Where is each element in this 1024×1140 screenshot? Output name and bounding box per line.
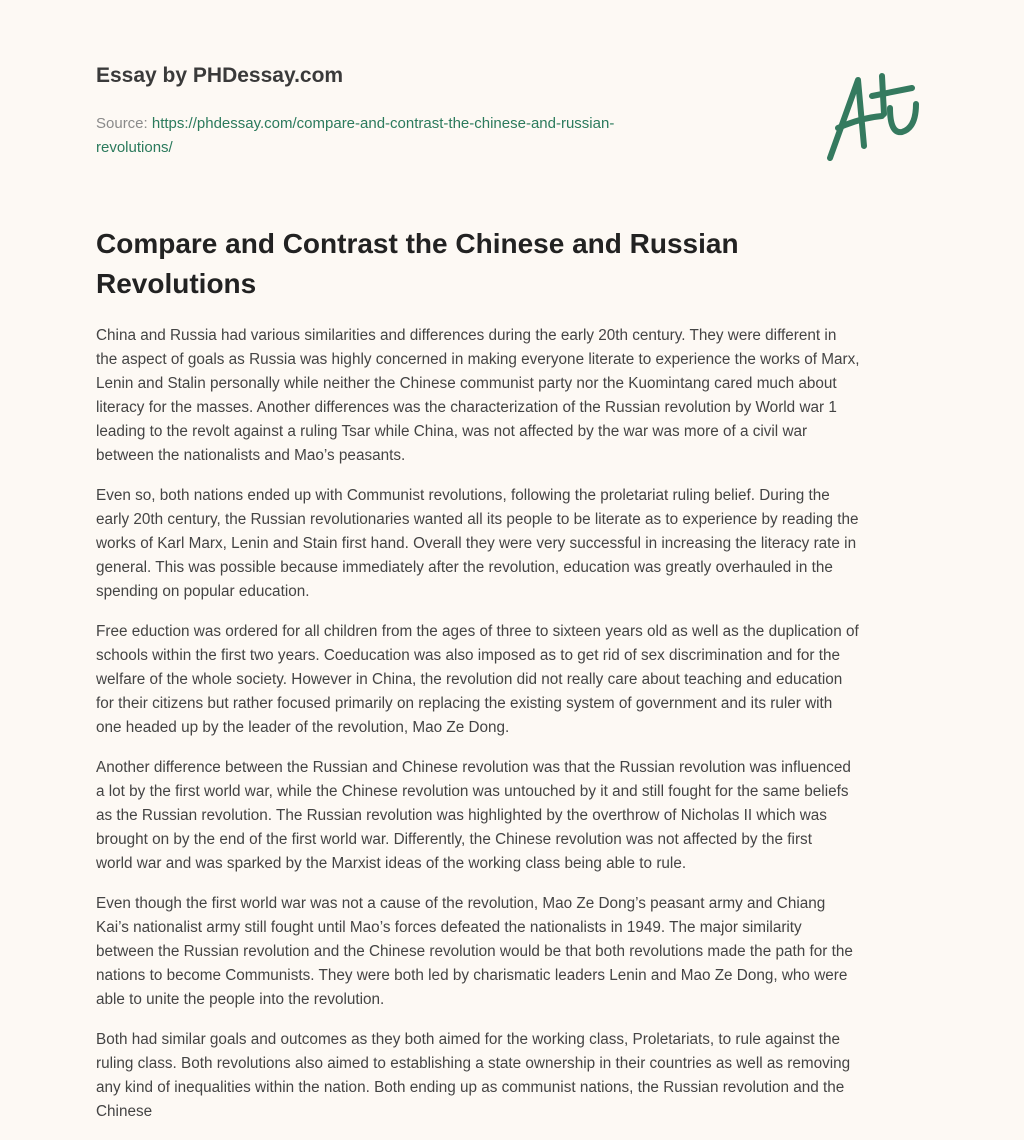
paragraph-line: general. This was possible because immediately after the revolution, education was greatly overhauled in the (96, 559, 833, 576)
essay-paragraph (96, 620, 936, 740)
paragraph-line: world war and was sparked by the Marxist ideas of the working class being able to rule. (96, 855, 687, 872)
paragraph-line: leading to the revolt against a ruling Tsar while China, was not affected by the war was more of a civil war (96, 423, 808, 440)
paragraph-line: any kind of inequalities within the nation. Both ending up as communist nations, the Russian revolution and the (96, 1079, 845, 1096)
paragraph-line: able to unite the people into the revolution. (96, 991, 385, 1008)
paragraph-line: schools within the first two years. Coeducation was also imposed as to get rid of sex discrimination and for the (96, 647, 840, 664)
paragraph-line: Even though the first world war was not a cause of the revolution, Mao Ze Dong’s peasant army and Chiang (96, 895, 826, 912)
paragraph-line: Kai’s nationalist army still fought until Mao’s forces defeated the nationalists in 1949. The major similarity (96, 919, 802, 936)
paragraph-line: between the nationalists and Mao’s peasants. (96, 447, 406, 464)
paragraph-line: Free eduction was ordered for all children from the ages of three to sixteen years old as well as the duplication of (96, 623, 859, 640)
paragraph-line: welfare of the whole society. However in China, the revolution did not really care about teaching and education (96, 671, 843, 688)
paragraph-line: Both had similar goals and outcomes as they both aimed for the working class, Proletariats, to rule against the (96, 1031, 840, 1048)
paragraph-line: literacy for the masses. Another differences was the characterization of the Russian revolution by World war 1 (96, 399, 837, 416)
source-link[interactable]: https://phdessay.com/compare-and-contrast-the-chinese-and-russian- revolutions/ (96, 115, 615, 156)
essay-body (96, 324, 936, 1140)
source-line (96, 112, 696, 160)
essay-paragraph (96, 484, 936, 604)
paragraph-line: Lenin and Stalin personally while neither the Chinese communist party nor the Kuomintang cared much about (96, 375, 837, 392)
paragraph-line: Chinese (96, 1103, 153, 1120)
paragraph-line: for their citizens but rather focused primarily on replacing the existing system of government and its ruler with (96, 695, 833, 712)
paragraph-line: Even so, both nations ended up with Communist revolutions, following the proletariat ruling belief. During the (96, 487, 830, 504)
essay-paragraph (96, 756, 936, 876)
paragraph-line: the aspect of goals as Russia was highly concerned in making everyone literate to experience the works of Marx, (96, 351, 860, 368)
essay-paragraph (96, 892, 936, 1012)
source-label: Source: (96, 115, 152, 132)
paragraph-line: between the Russian revolution and the Chinese revolution would be that both revolutions made the path for the (96, 943, 853, 960)
paragraph-line: one headed up by the leader of the revolution, Mao Ze Dong. (96, 719, 510, 736)
paragraph-line: ruling class. Both revolutions also aimed to establishing a state ownership in their countries as well as removing (96, 1055, 851, 1072)
paragraph-line: works of Karl Marx, Lenin and Stain first hand. Overall they were very successful in increasing the literacy rate in (96, 535, 857, 552)
a-plus-logo-icon (820, 68, 930, 168)
paragraph-line: brought on by the end of the first world war. Differently, the Chinese revolution was not affected by the first (96, 831, 812, 848)
essay-paragraph (96, 324, 936, 468)
paragraph-line: a lot by the first world war, while the Chinese revolution was untouched by it and still fought for the same beliefs (96, 783, 849, 800)
essay-title: Compare and Contrast the Chinese and Russian Revolutions (96, 228, 739, 299)
paragraph-line: Another difference between the Russian and Chinese revolution was that the Russian revolution was influenced (96, 759, 851, 776)
paragraph-line: spending on popular education. (96, 583, 310, 600)
paragraph-line: early 20th century, the Russian revolutionaries wanted all its people to be literate as to experience by reading the (96, 511, 859, 528)
paragraph-line: as the Russian revolution. The Russian revolution was highlighted by the overthrow of Nicholas II which was (96, 807, 827, 824)
paragraph-line: China and Russia had various similarities and differences during the early 20th century. They were different in (96, 327, 837, 344)
site-brand: Essay by PHDessay.com (96, 64, 344, 87)
paragraph-line: nations to become Communists. They were both led by charismatic leaders Lenin and Mao Ze Dong, who were (96, 967, 848, 984)
essay-paragraph (96, 1028, 936, 1124)
